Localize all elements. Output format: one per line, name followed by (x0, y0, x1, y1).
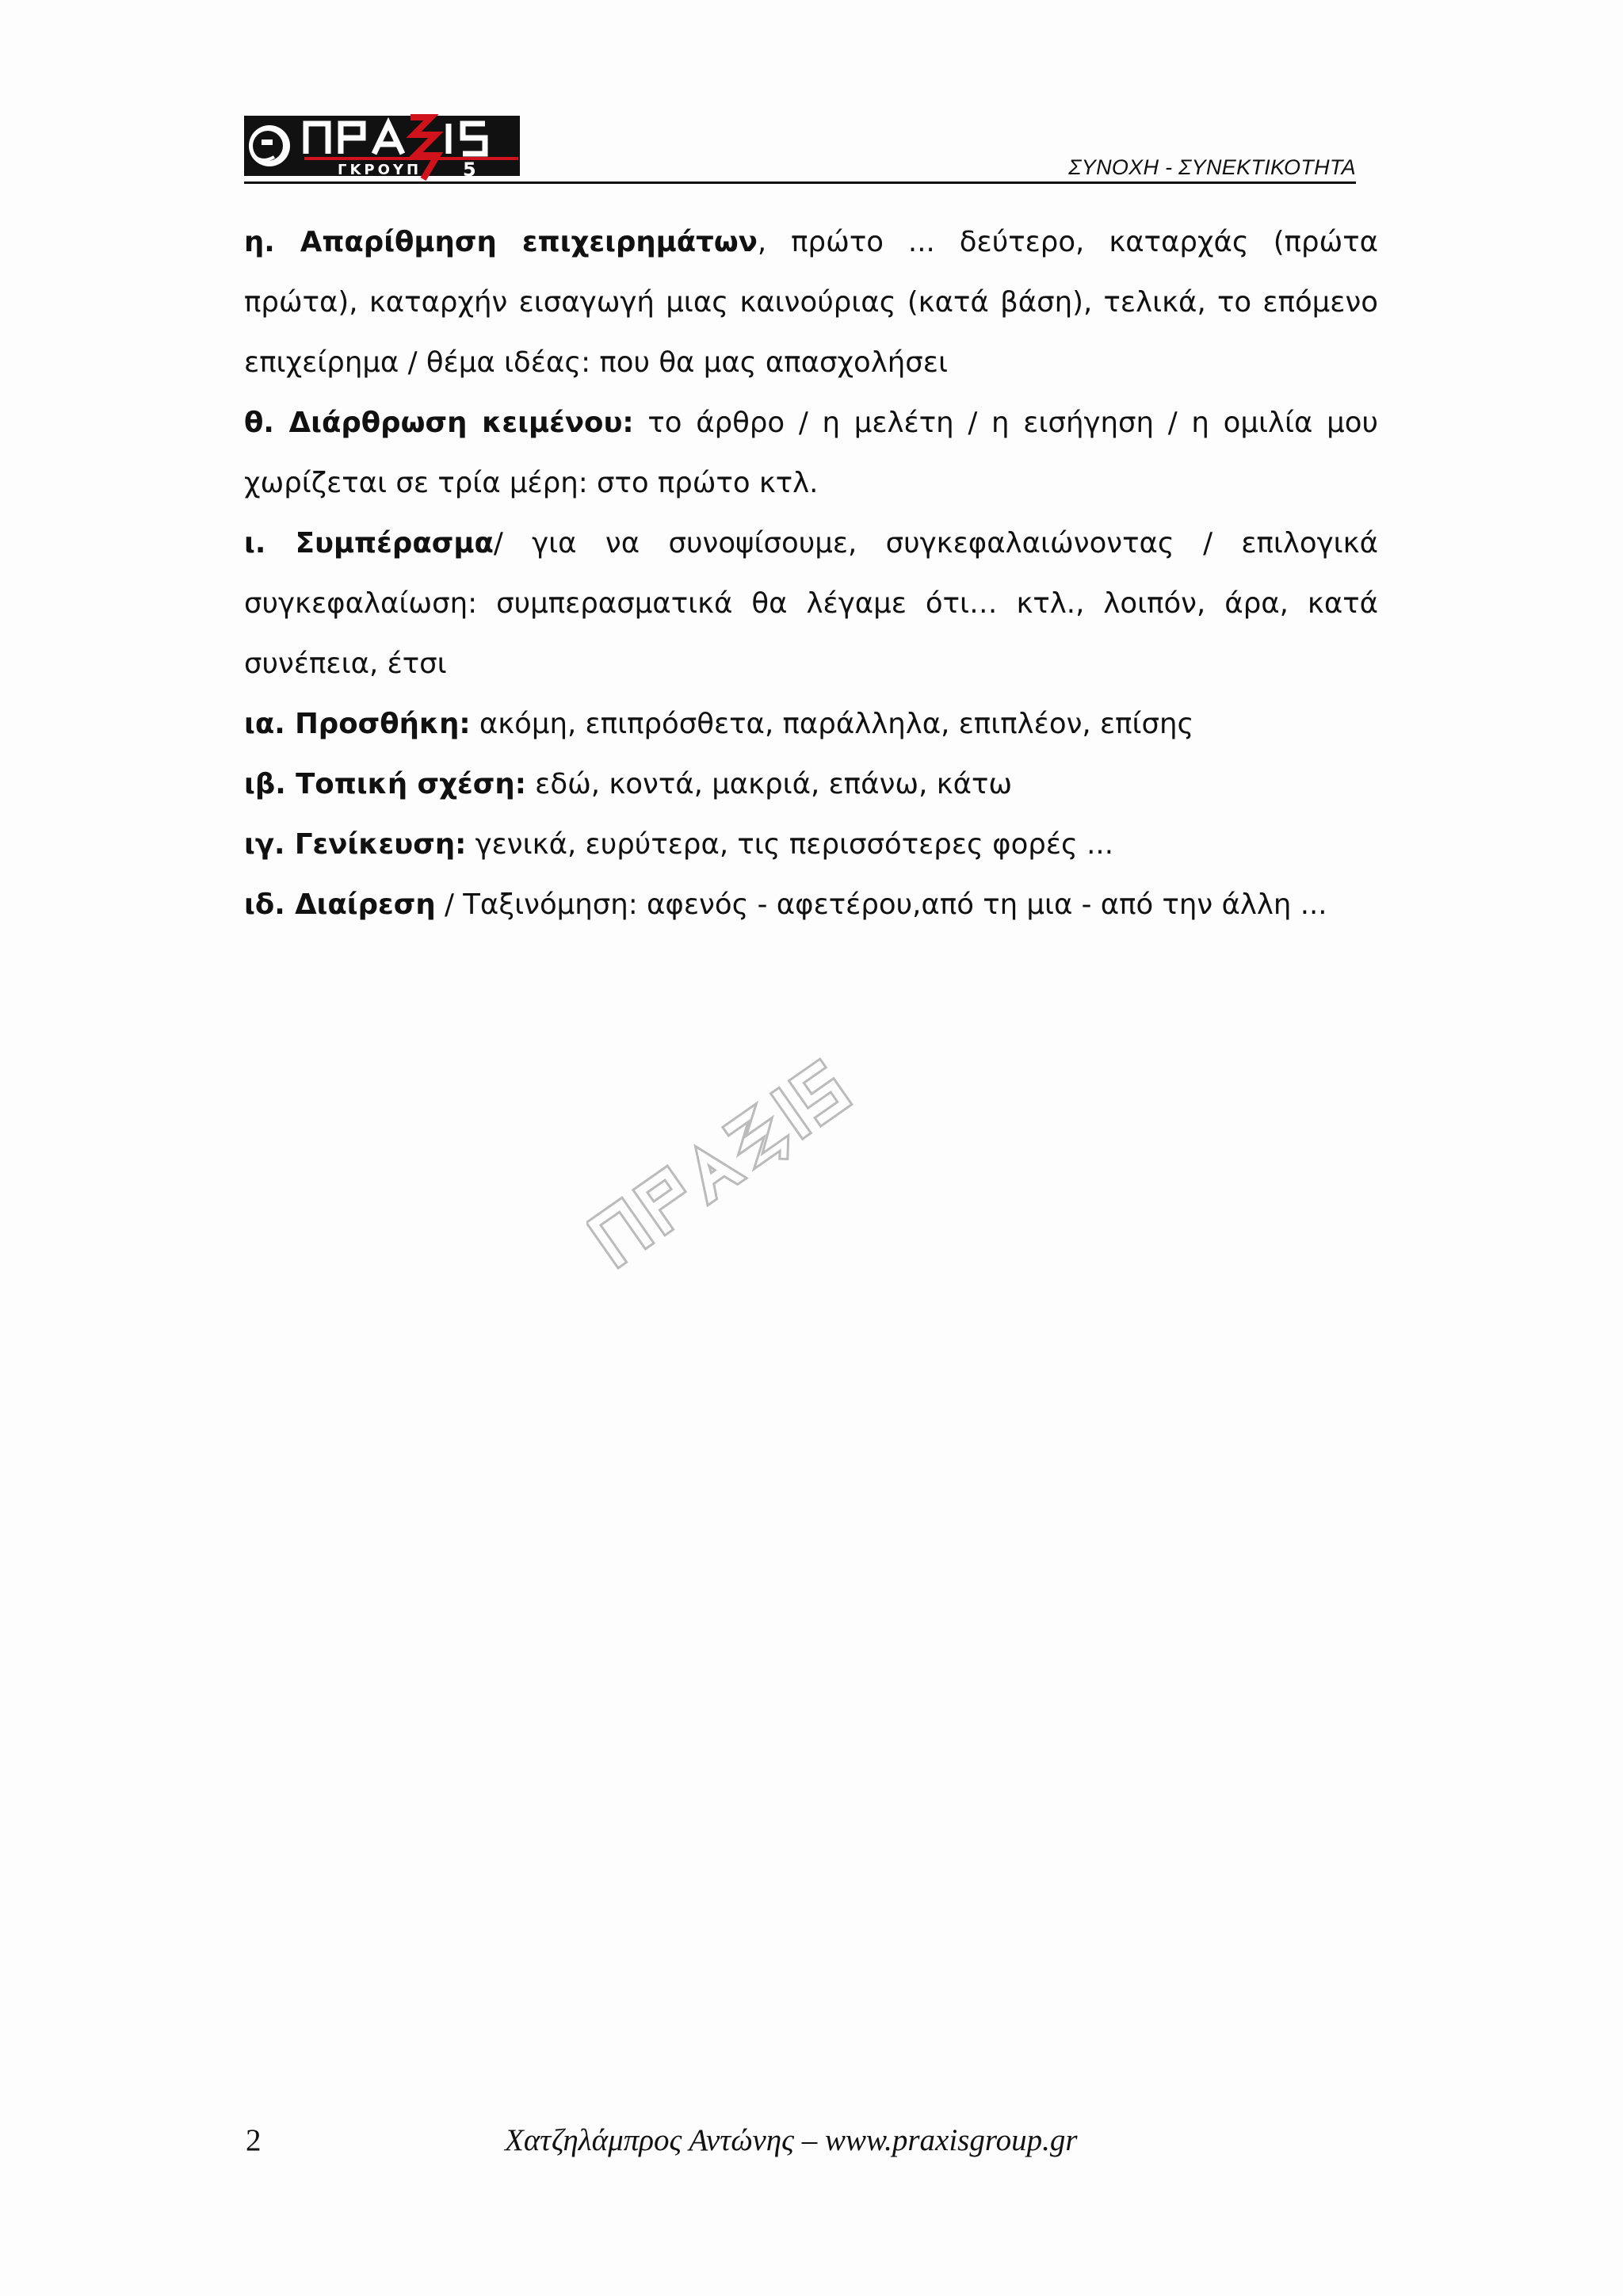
header-divider (244, 181, 1356, 184)
paragraph-ia (244, 694, 1378, 755)
praxis-logo (244, 111, 520, 181)
footer-credit: Χατζηλάμπρος Αντώνης – www.praxisgroup.gr (505, 2123, 1078, 2157)
paragraph-heading: ι. Συμπέρασμα (244, 527, 494, 560)
page-number: 2 (246, 2123, 262, 2157)
paragraph-text: πρώτο ... δεύτερο, καταρχάς (πρώτα πρώτα), καταρχήν εισαγωγή μιας καινούριας (κατά βάση), τελικά, το επόμενο επιχείρημα / θέμα ιδέας: που θα μας απασχολήσει (244, 226, 1378, 379)
paragraph-heading: ια. Προσθήκη: (244, 708, 471, 740)
paragraph-text: εδώ, κοντά, μακριά, επάνω, κάτω (525, 768, 1013, 800)
paragraph-heading: ιγ. Γενίκευση: (244, 828, 467, 861)
paragraph-text: γενικά, ευρύτερα, τις περισσότερες φορές ... (466, 828, 1113, 861)
paragraph-heading: η. Απαρίθμηση επιχειρημάτων (244, 226, 758, 258)
paragraph-heading: θ. Διάρθρωση κειμένου: (244, 407, 634, 439)
paragraph-text: το άρθρο / η μελέτη / η εισήγηση / η ομιλία μου χωρίζεται σε τρία μέρη: στο πρώτο κτλ. (244, 407, 1378, 499)
page-footer (0, 2122, 1623, 2170)
paragraph-heading: ιβ. Τοπική σχέση: (244, 768, 526, 800)
paragraph-theta (244, 393, 1378, 514)
header-title: ΣΥΝΟΧΗ - ΣΥΝΕΚΤΙΚΟΤΗΤΑ (1068, 155, 1356, 179)
paragraph-id (244, 875, 1378, 935)
paragraph-ig (244, 815, 1378, 875)
document-body (244, 212, 1378, 935)
paragraph-text: / Ταξινόμηση: αφενός - αφετέρου,από τη μια - από την άλλη ... (435, 888, 1327, 921)
paragraph-ib (244, 755, 1378, 815)
svg-text:5: 5 (463, 159, 476, 181)
svg-text:ΓΚΡΟΥΠ: ΓΚΡΟΥΠ (338, 162, 422, 178)
paragraph-iota: ι. Συμπέρασμα/ για να συνοψίσουμε, συγκεφαλαιώνοντας / επιλογικά συγκεφαλαίωση: συμπερασματικά θα λέγαμε ότι… κτλ., λοιπόν, άρα, κατά συνέπεια, έτσι (244, 527, 1378, 680)
paragraph-text: ακόμη, επιπρόσθετα, παράλληλα, επιπλέον, επίσης (470, 708, 1194, 740)
praxis-watermark (586, 983, 1030, 1300)
paragraph-eta: η. Απαρίθμηση επιχειρημάτων, πρώτο ... δεύτερο, καταρχάς (πρώτα πρώτα), καταρχήν εισαγωγή μιας καινούριας (κατά βάση), τελικά, το επόμενο επιχείρημα / θέμα ιδέας: που θα μας απασχολήσει (244, 226, 1378, 379)
paragraph-heading: ιδ. Διαίρεση (244, 888, 436, 921)
paragraph-text: για να συνοψίσουμε, συγκεφαλαιώνοντας / επιλογικά συγκεφαλαίωση: συμπερασματικά θα λέγαμε ότι… κτλ., λοιπόν, άρα, κατά συνέπεια, έτσι (244, 527, 1378, 680)
